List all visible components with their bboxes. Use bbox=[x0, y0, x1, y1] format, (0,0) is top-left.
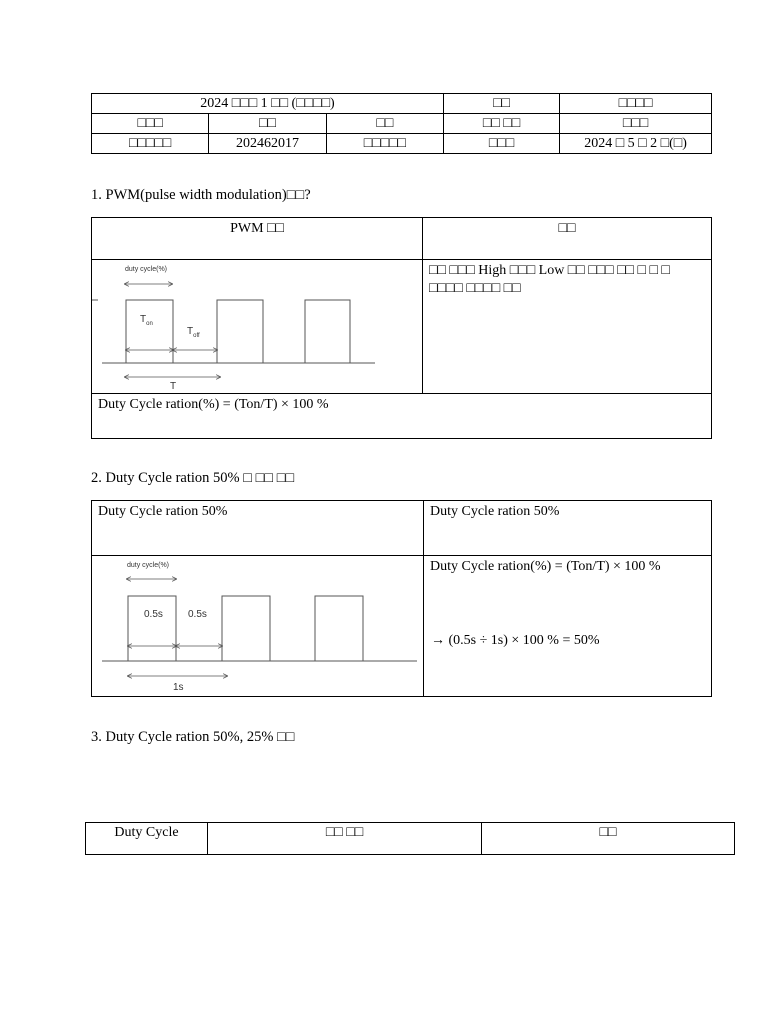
name-cell: □□□□□ bbox=[326, 134, 443, 154]
pwm-figure-header: PWM □□ bbox=[92, 218, 423, 260]
section-heading: 2. Duty Cycle ration 50% □ □□ □□ bbox=[91, 470, 295, 486]
duty-formula: Duty Cycle ration(%) = (Ton/T) × 100 % bbox=[430, 559, 661, 574]
period-label: T bbox=[170, 381, 177, 392]
on-time-label: 0.5s bbox=[144, 609, 163, 620]
date-cell: 2024 □ 5 □ 2 □(□) bbox=[560, 134, 712, 154]
info-table bbox=[91, 93, 712, 154]
duty-50-left-header: Duty Cycle ration 50% bbox=[92, 501, 424, 556]
off-time-label: 0.5s bbox=[188, 609, 207, 620]
column-header: □□ bbox=[482, 823, 735, 855]
duty-cycle-label: duty cycle(%) bbox=[127, 562, 170, 569]
course-title-cell: 2024 □□□ 1 □□ (□□□□) bbox=[92, 94, 444, 114]
duty-formula-cell: Duty Cycle ration(%) = (Ton/T) × 100 % bbox=[92, 394, 712, 439]
header-label-cell: □□ bbox=[209, 114, 326, 134]
pwm-waveform-figure bbox=[92, 260, 422, 393]
duty-calculation: → (0.5s ÷ 1s) × 100 % = 50% bbox=[431, 633, 600, 648]
duty-50-figure-cell bbox=[92, 556, 424, 697]
duty-cycle-column-header: Duty Cycle bbox=[86, 823, 208, 855]
column-header: □□ □□ bbox=[208, 823, 482, 855]
ton-label: $T_{on}$ bbox=[140, 314, 153, 327]
duty-50-calc-cell bbox=[424, 556, 712, 697]
toff-label: $T_{off}$ bbox=[187, 326, 200, 339]
pwm-description-cell: □□ □□□ High □□□ Low □□ □□□ □□ □ □ □ □□□□ □□□□ □□ bbox=[423, 260, 712, 394]
duty-50-table bbox=[91, 500, 712, 697]
header-label-cell: □□ bbox=[326, 114, 443, 134]
header-label-cell: □□ □□ bbox=[444, 114, 560, 134]
duty-cycle-label: duty cycle(%) bbox=[125, 266, 168, 273]
duty-50-right-header: Duty Cycle ration 50% bbox=[424, 501, 712, 556]
header-label-cell: □□□ bbox=[92, 114, 209, 134]
period-label: 1s bbox=[173, 682, 184, 693]
duty-50-waveform-figure bbox=[92, 556, 423, 696]
header-label-cell: □□□ bbox=[560, 114, 712, 134]
pwm-description-header: □□ bbox=[423, 218, 712, 260]
section-heading: 1. PWM(pulse width modulation)□□? bbox=[91, 187, 311, 203]
header-label-cell: □□ bbox=[444, 94, 560, 114]
pwm-figure-cell bbox=[92, 260, 423, 394]
department-cell: □□□□□ bbox=[92, 134, 209, 154]
pwm-concept-table bbox=[91, 217, 712, 439]
professor-cell: □□□ bbox=[444, 134, 560, 154]
duty-compare-table bbox=[85, 822, 735, 855]
section-heading: 3. Duty Cycle ration 50%, 25% □□ bbox=[91, 729, 295, 745]
student-id-cell: 202462017 bbox=[209, 134, 326, 154]
header-value-cell: □□□□ bbox=[560, 94, 712, 114]
